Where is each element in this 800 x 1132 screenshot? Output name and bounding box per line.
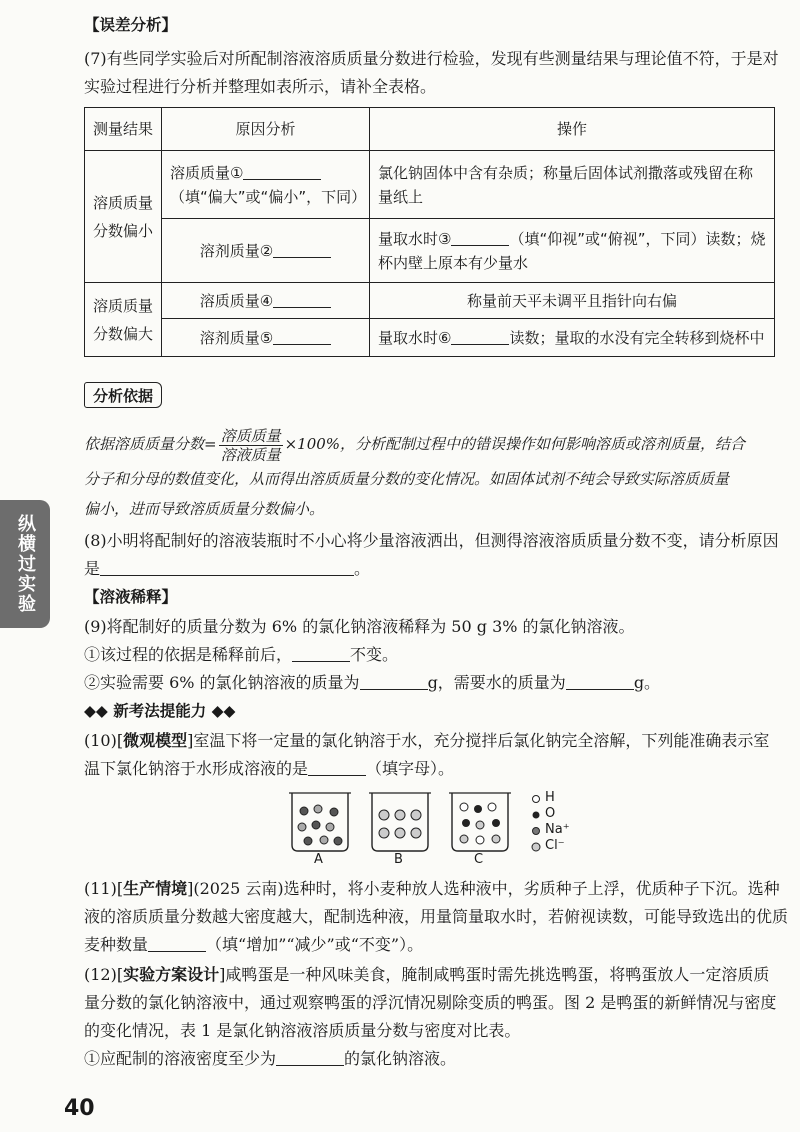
- q10-line1: [84, 730, 769, 752]
- q12-line1: [84, 964, 769, 986]
- label-b: B: [394, 852, 403, 867]
- cause-text-1b: （填“偏大”或“偏小”，下同）: [170, 187, 367, 206]
- q7-line1: (7)有些同学实验后对所配制溶液溶质质量分数进行检验，发现有些测量结果与理论值不符，于是对: [84, 49, 779, 68]
- operation-text-2b: （填“仰视”或“俯视”，下同）读数；烧杯内壁上原本有少量水: [378, 229, 766, 272]
- operation-cell-1: 氯化钠固体中含有杂质；称量后固体试剂撒落或残留在称量纸上: [370, 151, 775, 219]
- q8-text-b: 。: [354, 559, 371, 578]
- table-row: [85, 151, 775, 219]
- operation-cell-2: [370, 219, 775, 283]
- blank-4[interactable]: [273, 291, 331, 308]
- formula-numerator: 溶质质量: [220, 426, 281, 445]
- blank-q9-3[interactable]: [566, 673, 634, 690]
- q12-line3: 的变化情况，表 1 是氯化钠溶液溶质质量分数与密度对比表。: [84, 1021, 521, 1040]
- legend-h-marker: [533, 796, 540, 803]
- q12-prefix: (12)[: [84, 965, 124, 984]
- legend-cl-marker: [532, 843, 540, 851]
- blank-q9-1[interactable]: [292, 645, 350, 662]
- basis-line1: [84, 424, 745, 464]
- q12-tag: 实验方案设计: [123, 965, 220, 984]
- section-error-analysis: 【误差分析】: [84, 16, 178, 34]
- legend-na-marker: [533, 828, 540, 835]
- q9-line1: (9)将配制好的质量分数为 6% 的氯化钠溶液稀释为 50 g 3% 的氯化钠溶液。: [84, 617, 635, 636]
- operation-text-2a: 量取水时③: [378, 229, 452, 248]
- cause-cell-2: [162, 219, 370, 283]
- cause-text-2: 溶剂质量②: [199, 241, 274, 260]
- cause-text-3: 溶质质量④: [199, 291, 274, 310]
- cause-cell-4: [162, 319, 370, 357]
- cause-cell-3: [162, 283, 370, 319]
- result-too-small: 溶质质量分数偏小: [85, 151, 162, 283]
- q9-sub2: [84, 672, 660, 694]
- label-a: A: [314, 852, 323, 867]
- basis-line3: 偏小，进而导致溶质质量分数偏小。: [84, 500, 325, 518]
- q9-sub2-text-b: g，需要水的质量为: [427, 673, 566, 692]
- q10-tag: 微观模型: [123, 731, 188, 750]
- blank-q11[interactable]: [148, 935, 206, 952]
- table-row: [85, 283, 775, 319]
- q12-line2: 量分数的氯化钠溶液中，通过观察鸭蛋的浮沉情况剔除变质的鸭蛋。图 2 是鸭蛋的新鲜情况与密度: [84, 993, 777, 1012]
- q11-rest: ](2025 云南)选种时，将小麦种放人选种液中，劣质种子上浮，优质种子下沉。选种: [187, 879, 780, 898]
- page-number: 40: [64, 1096, 95, 1121]
- blank-1[interactable]: [243, 163, 321, 180]
- legend-na: Na⁺: [545, 822, 570, 837]
- q10-line2: [84, 758, 454, 780]
- table-row: [85, 319, 775, 357]
- q8-line1: (8)小明将配制好的溶液装瓶时不小心将少量溶液洒出，但测得溶液溶质质量分数不变，请分析原因: [84, 531, 779, 550]
- chapter-side-tab: 纵横过实验: [0, 500, 50, 628]
- q11-line3: [84, 934, 423, 956]
- header-result: 测量结果: [85, 108, 162, 151]
- q11-tag: 生产情境: [123, 879, 188, 898]
- q11-text-a: 麦种数量: [84, 935, 149, 954]
- q9-sub2-text-a: ②实验需要 6% 的氯化钠溶液的质量为: [84, 673, 360, 692]
- basis-suffix: ×100%，分析配制过程中的错误操作如何影响溶质或溶剂质量，结合: [284, 435, 746, 453]
- legend-cl: Cl⁻: [545, 838, 565, 853]
- q12-sub1-text-b: 的氯化钠溶液。: [344, 1049, 457, 1068]
- q11-line1: [84, 878, 780, 900]
- q7-line2: 实验过程进行分析并整理如表所示，请补全表格。: [84, 77, 437, 96]
- q9-sub1: [84, 644, 398, 666]
- table-header-row: [85, 108, 775, 151]
- q11-line2: 液的溶质质量分数越大密度越大，配制选种液，用量筒量取水时，若俯视读数，可能导致选出的优质: [84, 907, 789, 926]
- blank-3[interactable]: [451, 229, 509, 246]
- blank-q10[interactable]: [308, 759, 366, 776]
- q10-rest: ]室温下将一定量的氯化钠溶于水，充分搅拌后氯化钠完全溶解，下列能准确表示室: [187, 731, 770, 750]
- beaker-a: [289, 793, 351, 851]
- label-c: C: [474, 852, 484, 867]
- q9-sub2-text-c: g。: [633, 673, 661, 692]
- q8-line2: [84, 558, 370, 580]
- analysis-basis-label: 分析依据: [84, 382, 162, 408]
- q9-sub1-text-a: ①该过程的依据是稀释前后，: [84, 645, 293, 664]
- beaker-b: [369, 793, 431, 851]
- blank-5[interactable]: [273, 328, 331, 345]
- q10-prefix: (10)[: [84, 731, 124, 750]
- legend-h: H: [545, 790, 555, 805]
- q11-prefix: (11)[: [84, 879, 124, 898]
- q10-text-b: （填字母）。: [366, 759, 455, 778]
- legend-o: O: [545, 806, 556, 821]
- header-cause: 原因分析: [162, 108, 370, 151]
- cause-text-4: 溶剂质量⑤: [199, 328, 274, 347]
- operation-text-4b: 读数；量取的水没有完全转移到烧杯中: [509, 328, 765, 347]
- blank-q9-2[interactable]: [360, 673, 428, 690]
- blank-q8[interactable]: [100, 559, 354, 576]
- q12-sub1-text-a: ①应配制的溶液密度至少为: [84, 1049, 277, 1068]
- result-too-large: 溶质质量分数偏大: [85, 283, 162, 357]
- section-new-exam: ◆◆ 新考法提能力 ◆◆: [84, 702, 236, 720]
- table-row: [85, 219, 775, 283]
- formula-denominator: 溶液质量: [220, 445, 281, 464]
- blank-6[interactable]: [451, 328, 509, 345]
- basis-line2: 分子和分母的数值变化，从而得出溶质质量分数的变化情况。如固体试剂不纯会导致实际溶质质量: [84, 470, 730, 488]
- operation-cell-4: [370, 319, 775, 357]
- error-analysis-table: [84, 107, 775, 357]
- section-dilution: 【溶液稀释】: [84, 588, 178, 606]
- blank-2[interactable]: [273, 241, 331, 258]
- q12-rest: ]咸鸭蛋是一种风味美食，腌制咸鸭蛋时需先挑选鸭蛋，将鸭蛋放人一定溶质质: [219, 965, 770, 984]
- blank-q12[interactable]: [276, 1049, 344, 1066]
- q12-sub1: [84, 1048, 456, 1070]
- header-operation: 操作: [370, 108, 775, 151]
- q10-text-a: 温下氯化钠溶于水形成溶液的是: [84, 759, 309, 778]
- q9-sub1-text-b: 不变。: [350, 645, 399, 664]
- cause-text-1a: 溶质质量①: [170, 163, 244, 182]
- basis-prefix: 依据溶质质量分数=: [84, 435, 217, 453]
- cause-cell-1: [162, 151, 370, 219]
- beaker-c: [449, 793, 511, 851]
- legend-o-marker: [533, 812, 540, 819]
- operation-text-4a: 量取水时⑥: [378, 328, 452, 347]
- mass-fraction-formula: [219, 427, 283, 464]
- q11-text-b: （填“增加”“减少”或“不变”）。: [206, 935, 424, 954]
- q8-text-a: 是: [84, 559, 101, 578]
- operation-cell-3: 称量前天平未调平且指针向右偏: [370, 283, 775, 319]
